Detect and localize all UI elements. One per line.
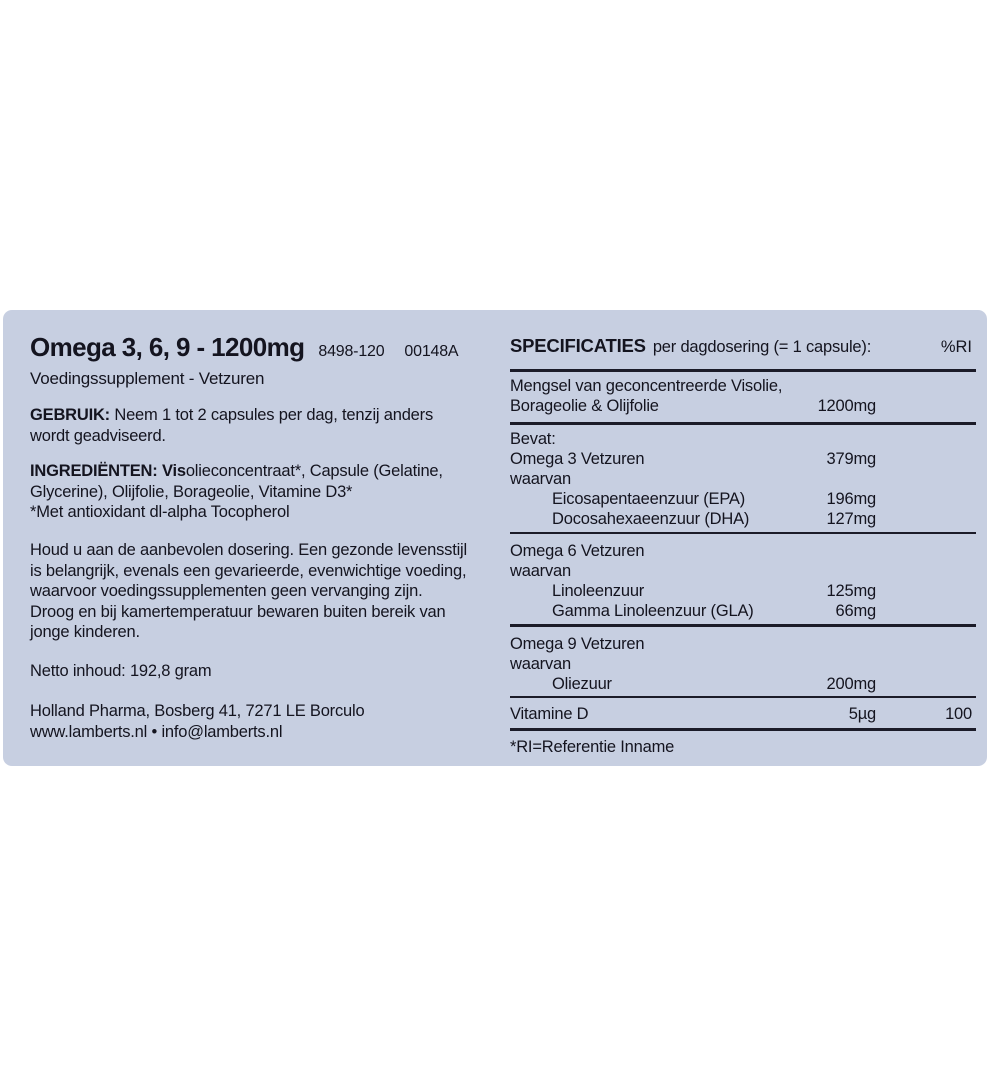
table-row	[510, 396, 976, 416]
row-name: Borageolie & Olijfolie	[510, 397, 659, 415]
row-name: waarvan	[510, 562, 571, 580]
row-amount	[814, 376, 876, 396]
table-row	[510, 561, 976, 581]
specs-heading-bold: SPECIFICATIES	[510, 335, 646, 356]
row-ri	[876, 541, 976, 561]
antioxidant-note: *Met antioxidant dl-alpha Tocopherol	[30, 503, 290, 521]
row-name: Mengsel van geconcentreerde Visolie,	[510, 377, 783, 395]
row-name: waarvan	[510, 469, 571, 488]
table-row	[510, 654, 976, 674]
advisory-line-2: is belangrijk, evenals een gevarieerde, evenwichtige voeding,	[30, 561, 467, 580]
advisory-line-4: Droog en bij kamertemperatuur bewaren buiten bereik van	[30, 602, 446, 621]
table-row	[510, 509, 976, 529]
row-ri	[876, 489, 976, 509]
row-amount: 196mg	[826, 489, 876, 508]
table-row	[510, 601, 976, 621]
specs-heading-rest: per dagdosering (= 1 capsule):	[652, 338, 872, 356]
usage-text-1: Neem 1 tot 2 capsules per dag, tenzij anders	[109, 406, 434, 424]
table-row	[510, 704, 976, 724]
rule-under-header	[510, 369, 976, 372]
row-ri	[876, 674, 976, 694]
row-ri	[876, 509, 976, 529]
specs-header-row	[510, 335, 976, 369]
specifications-table	[510, 335, 976, 757]
table-row	[510, 449, 976, 469]
row-amount	[814, 654, 876, 674]
row-ri	[876, 376, 976, 396]
row-name: Oliezuur	[552, 674, 612, 693]
ingredients-line-1	[30, 461, 443, 482]
usage-line-1	[30, 405, 433, 426]
manufacturer-block	[30, 701, 364, 742]
row-amount	[814, 541, 876, 561]
row-amount: 1200mg	[817, 397, 876, 415]
row-amount	[814, 634, 876, 654]
ingredients-section	[30, 461, 443, 523]
ri-footnote: *RI=Referentie Inname	[510, 737, 675, 756]
row-ri	[876, 601, 976, 621]
rule-divider	[510, 728, 976, 731]
row-ri	[876, 581, 976, 601]
row-name: Eicosapentaeenzuur (EPA)	[552, 489, 746, 508]
row-ri	[876, 429, 976, 449]
manufacturer-contact: www.lamberts.nl • info@lamberts.nl	[30, 722, 283, 741]
ri-column-header: %RI	[940, 338, 972, 356]
advisory-line-3: waarvoor voedingssupplementen geen vervanging zijn.	[30, 582, 423, 600]
row-amount: 200mg	[826, 674, 876, 693]
table-row	[510, 674, 976, 694]
row-ri	[876, 396, 976, 416]
row-amount: 66mg	[835, 602, 876, 620]
usage-section	[30, 405, 433, 446]
row-name: Vitamine D	[510, 705, 589, 723]
article-code: 00148A	[404, 343, 459, 360]
row-amount	[814, 561, 876, 581]
row-name: Docosahexaeenzuur (DHA)	[552, 509, 750, 528]
ingredients-line-2: Glycerine), Olijfolie, Borageolie, Vitamine D3*	[30, 482, 353, 501]
row-amount: 125mg	[826, 582, 876, 600]
advisory-line-5: jonge kinderen.	[30, 623, 140, 641]
net-content: Netto inhoud: 192,8 gram	[30, 662, 212, 680]
ingredients-label: INGREDIËNTEN: Vis	[30, 462, 186, 480]
table-row	[510, 541, 976, 561]
usage-label: GEBRUIK:	[30, 406, 110, 424]
table-row	[510, 376, 976, 396]
advisory-line-1: Houd u aan de aanbevolen dosering. Een gezonde levensstijl	[30, 541, 467, 559]
row-ri	[876, 449, 976, 469]
manufacturer-address: Holland Pharma, Bosberg 41, 7271 LE Borculo	[30, 702, 365, 720]
table-row	[510, 634, 976, 654]
product-title: Omega 3, 6, 9 - 1200mg	[30, 332, 305, 362]
rule-divider	[510, 696, 976, 699]
row-amount	[814, 469, 876, 489]
row-amount: 127mg	[826, 509, 876, 528]
row-name: Linoleenzuur	[552, 582, 645, 600]
rule-divider	[510, 422, 976, 425]
ingredients-text-1: olieconcentraat*, Capsule (Gelatine,	[185, 462, 443, 480]
batch-code: 8498-120	[318, 343, 385, 360]
row-name: Bevat:	[510, 429, 556, 448]
row-name: Omega 6 Vetzuren	[510, 542, 645, 560]
row-amount	[814, 429, 876, 449]
row-ri	[876, 561, 976, 581]
row-amount: 5µg	[848, 705, 876, 723]
rule-divider	[510, 532, 976, 535]
row-amount: 379mg	[826, 449, 876, 468]
row-name: Omega 9 Vetzuren	[510, 634, 645, 653]
rule-divider	[510, 624, 976, 627]
row-ri: 100	[945, 705, 972, 723]
product-subtitle: Voedingssupplement - Vetzuren	[30, 369, 265, 388]
row-name: waarvan	[510, 654, 571, 673]
table-row	[510, 489, 976, 509]
supplement-label-card	[3, 310, 987, 766]
row-ri	[876, 634, 976, 654]
row-name: Omega 3 Vetzuren	[510, 449, 645, 468]
title-row	[30, 332, 458, 363]
usage-line-2: wordt geadviseerd.	[30, 426, 166, 445]
table-row	[510, 581, 976, 601]
row-ri	[876, 654, 976, 674]
row-ri	[876, 469, 976, 489]
table-row	[510, 469, 976, 489]
advisory-paragraph	[30, 540, 467, 643]
table-row	[510, 429, 976, 449]
row-name: Gamma Linoleenzuur (GLA)	[552, 602, 754, 620]
